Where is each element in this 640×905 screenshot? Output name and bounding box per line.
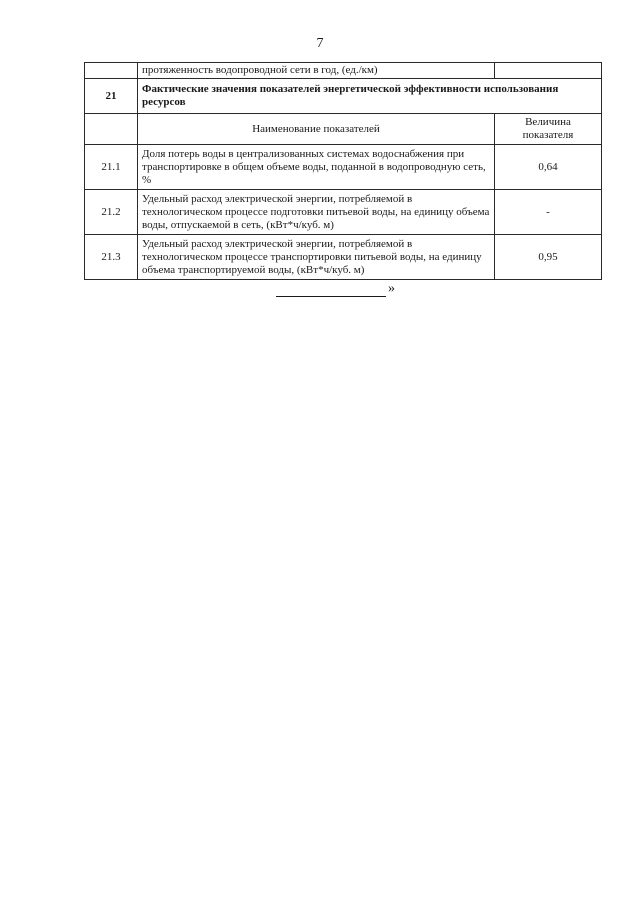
table-row-section [85,79,602,114]
table-row-continuation [85,63,602,79]
row-indicator-name: Удельный расход электрической энергии, потребляемой в технологическом процессе транспортировки питьевой воды, на единицу объема транспортируемой воды, (кВт*ч/куб. м) [138,235,495,280]
page-number: 7 [316,36,324,51]
table-row [85,190,602,235]
row-number: 21.1 [85,145,138,190]
section-title: Фактические значения показателей энергетической эффективности использования ресурсов [138,79,602,114]
column-header-value: Величина показателя [495,114,602,145]
table-header-row [85,114,602,145]
table-row [85,145,602,190]
row-indicator-value: 0,95 [495,235,602,280]
section-number: 21 [85,79,138,114]
continuation-text: протяженность водопроводной сети в год, (ед./км) [138,63,495,79]
table-cell-empty [85,63,138,79]
table-cell-empty [495,63,602,79]
closing-underline [276,284,386,297]
closing-quote-mark: » [388,281,395,296]
indicators-table [84,62,602,280]
row-indicator-value: 0,64 [495,145,602,190]
table-row [85,235,602,280]
row-indicator-value: - [495,190,602,235]
column-header-name: Наименование показателей [138,114,495,145]
row-number: 21.2 [85,190,138,235]
closing-line [276,281,395,297]
row-indicator-name: Удельный расход электрической энергии, потребляемой в технологическом процессе подготовки питьевой воды, на единицу объема воды, отпускаемой в сеть, (кВт*ч/куб. м) [138,190,495,235]
row-indicator-name: Доля потерь воды в централизованных системах водоснабжения при транспортировке в общем объеме воды, поданной в водопроводную сеть, % [138,145,495,190]
row-number: 21.3 [85,235,138,280]
table-cell-empty [85,114,138,145]
